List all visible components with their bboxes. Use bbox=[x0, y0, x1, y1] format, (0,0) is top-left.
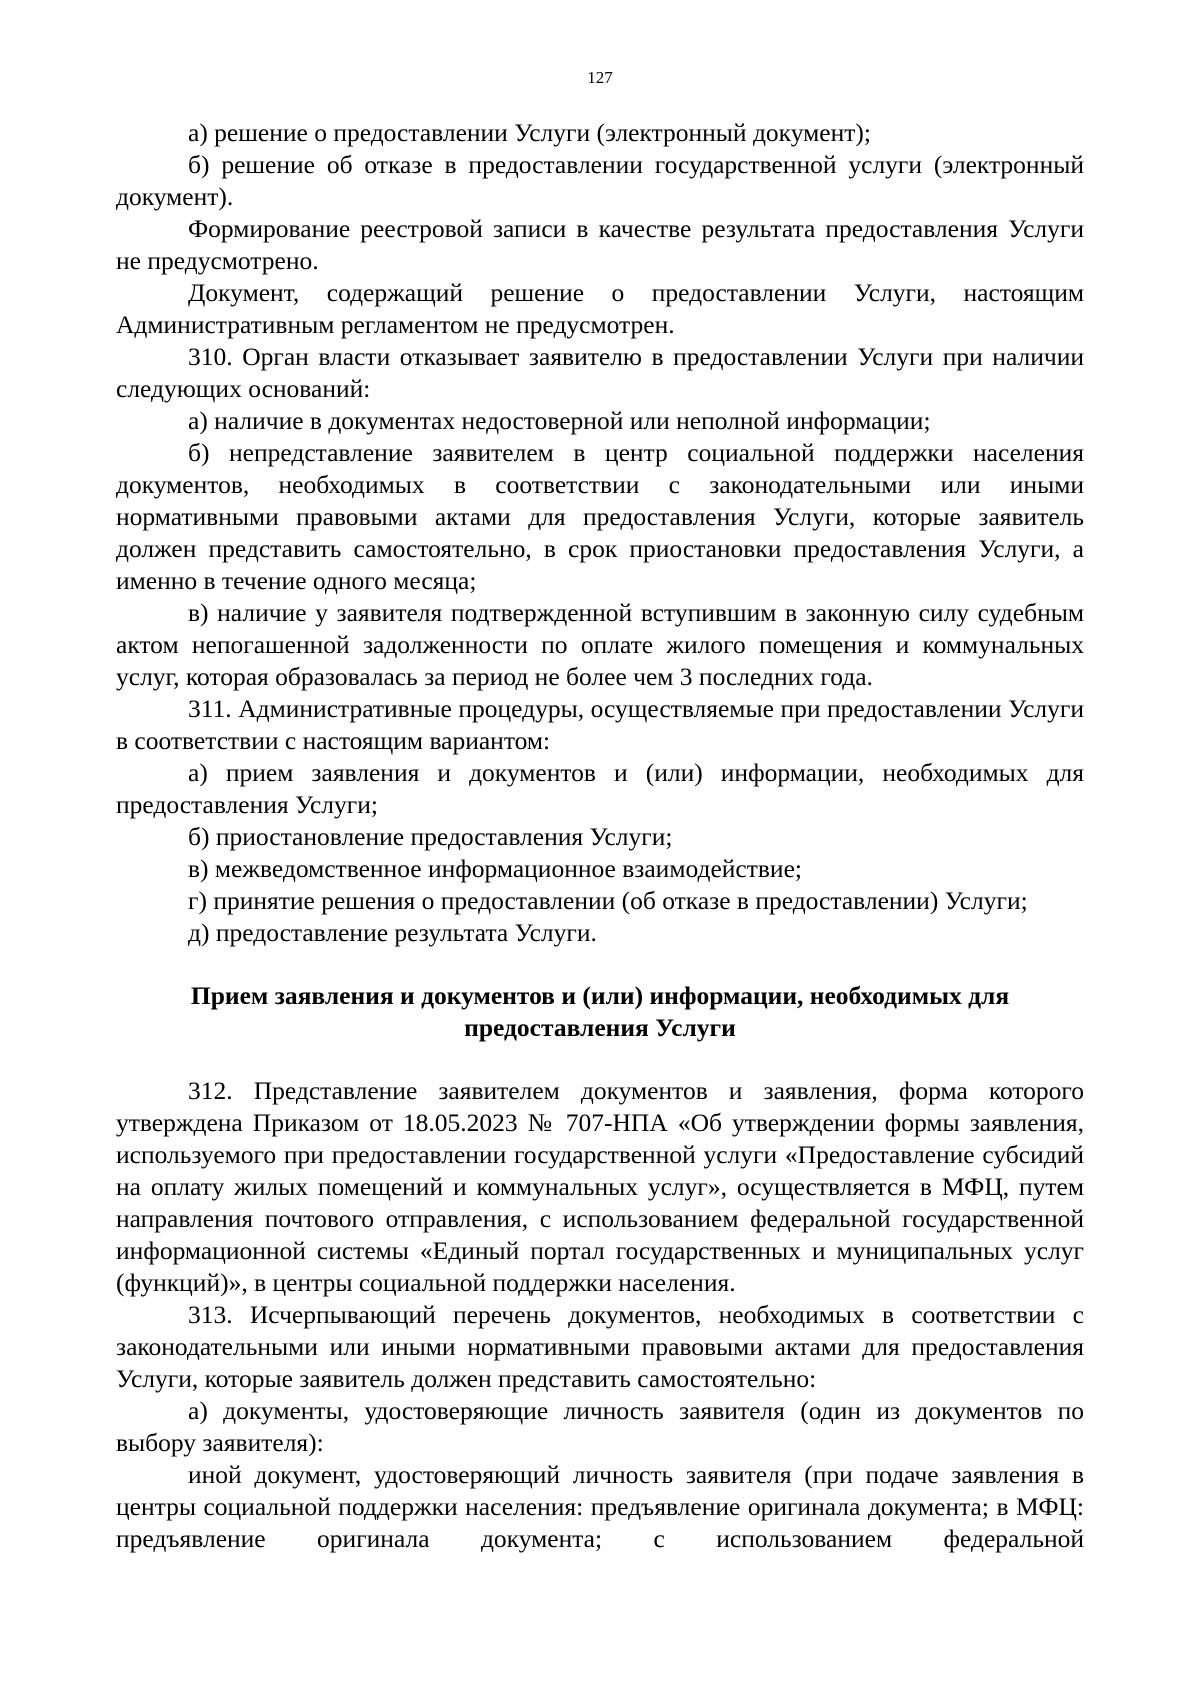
paragraph-result-refusal: б) решение об отказе в предоставлении государственной услуги (электронный документ). bbox=[116, 150, 1084, 211]
page-number: 127 bbox=[587, 68, 613, 87]
paragraph-311-v: в) межведомственное информационное взаимодействие; bbox=[188, 854, 802, 883]
paragraph-registry-record: Формирование реестровой записи в качестве результата предоставления Услуги не предусмотрено. bbox=[116, 214, 1084, 275]
paragraph-310: 310. Орган власти отказывает заявителю в предоставлении Услуги при наличии следующих оснований: bbox=[116, 342, 1084, 403]
paragraph-310-b: б) непредставление заявителем в центр социальной поддержки населения документов, необходимых в соответствии с законодательными или иными нормативными правовыми актами для предоставления Услуги, которые заявитель должен представить самостоятельно, в срок приостановки предоставления Услуги, а именно в течение одного месяца; bbox=[116, 438, 1084, 595]
paragraph-313-a: а) документы, удостоверяющие личность заявителя (один из документов по выбору заявителя): bbox=[116, 1396, 1084, 1457]
paragraph-311-g: г) принятие решения о предоставлении (об отказе в предоставлении) Услуги; bbox=[188, 886, 1028, 915]
paragraph-312: 312. Представление заявителем документов и заявления, форма которого утверждена Приказом от 18.05.2023 № 707-НПА «Об утверждении формы заявления, используемого при предоставлении государственной услуги «Предоставление субсидий на оплату жилых помещений и коммунальных услуг», осуществляется в МФЦ, путем направления почтового отправления, с использованием федеральной государственной информационной системы «Единый портал государственных и муниципальных услуг (функций)», в центры социальной поддержки населения. bbox=[116, 1076, 1084, 1297]
section-heading: Прием заявления и документов и (или) информации, необходимых для предоставления Услуги bbox=[190, 981, 1010, 1042]
paragraph-310-v: в) наличие у заявителя подтвержденной вступившим в законную силу судебным актом непогашенной задолженности по оплате жилого помещения и коммунальных услуг, которая образовалась за период не более чем 3 последних года. bbox=[116, 598, 1084, 691]
paragraph-313: 313. Исчерпывающий перечень документов, необходимых в соответствии с законодательными или иными нормативными правовыми актами для предоставления Услуги, которые заявитель должен представить самостоятельно: bbox=[116, 1300, 1084, 1393]
paragraph-311-a: а) прием заявления и документов и (или) информации, необходимых для предоставления Услуги; bbox=[116, 758, 1084, 819]
paragraph-311-d: д) предоставление результата Услуги. bbox=[188, 918, 597, 947]
paragraph-311-b: б) приостановление предоставления Услуги; bbox=[188, 822, 673, 851]
document-body bbox=[116, 117, 1084, 1555]
paragraph-decision-document: Документ, содержащий решение о предоставлении Услуги, настоящим Административным регламентом не предусмотрен. bbox=[116, 278, 1084, 339]
paragraph-identity-document: иной документ, удостоверяющий личность заявителя (при подаче заявления в центры социальной поддержки населения: предъявление оригинала документа; в МФЦ: предъявление оригинала документа; с использованием федеральной bbox=[116, 1460, 1084, 1553]
paragraph-311: 311. Административные процедуры, осуществляемые при предоставлении Услуги в соответствии с настоящим вариантом: bbox=[116, 694, 1084, 755]
paragraph-310-a: а) наличие в документах недостоверной или неполной информации; bbox=[188, 406, 931, 435]
paragraph-result-decision: а) решение о предоставлении Услуги (электронный документ); bbox=[188, 118, 871, 147]
